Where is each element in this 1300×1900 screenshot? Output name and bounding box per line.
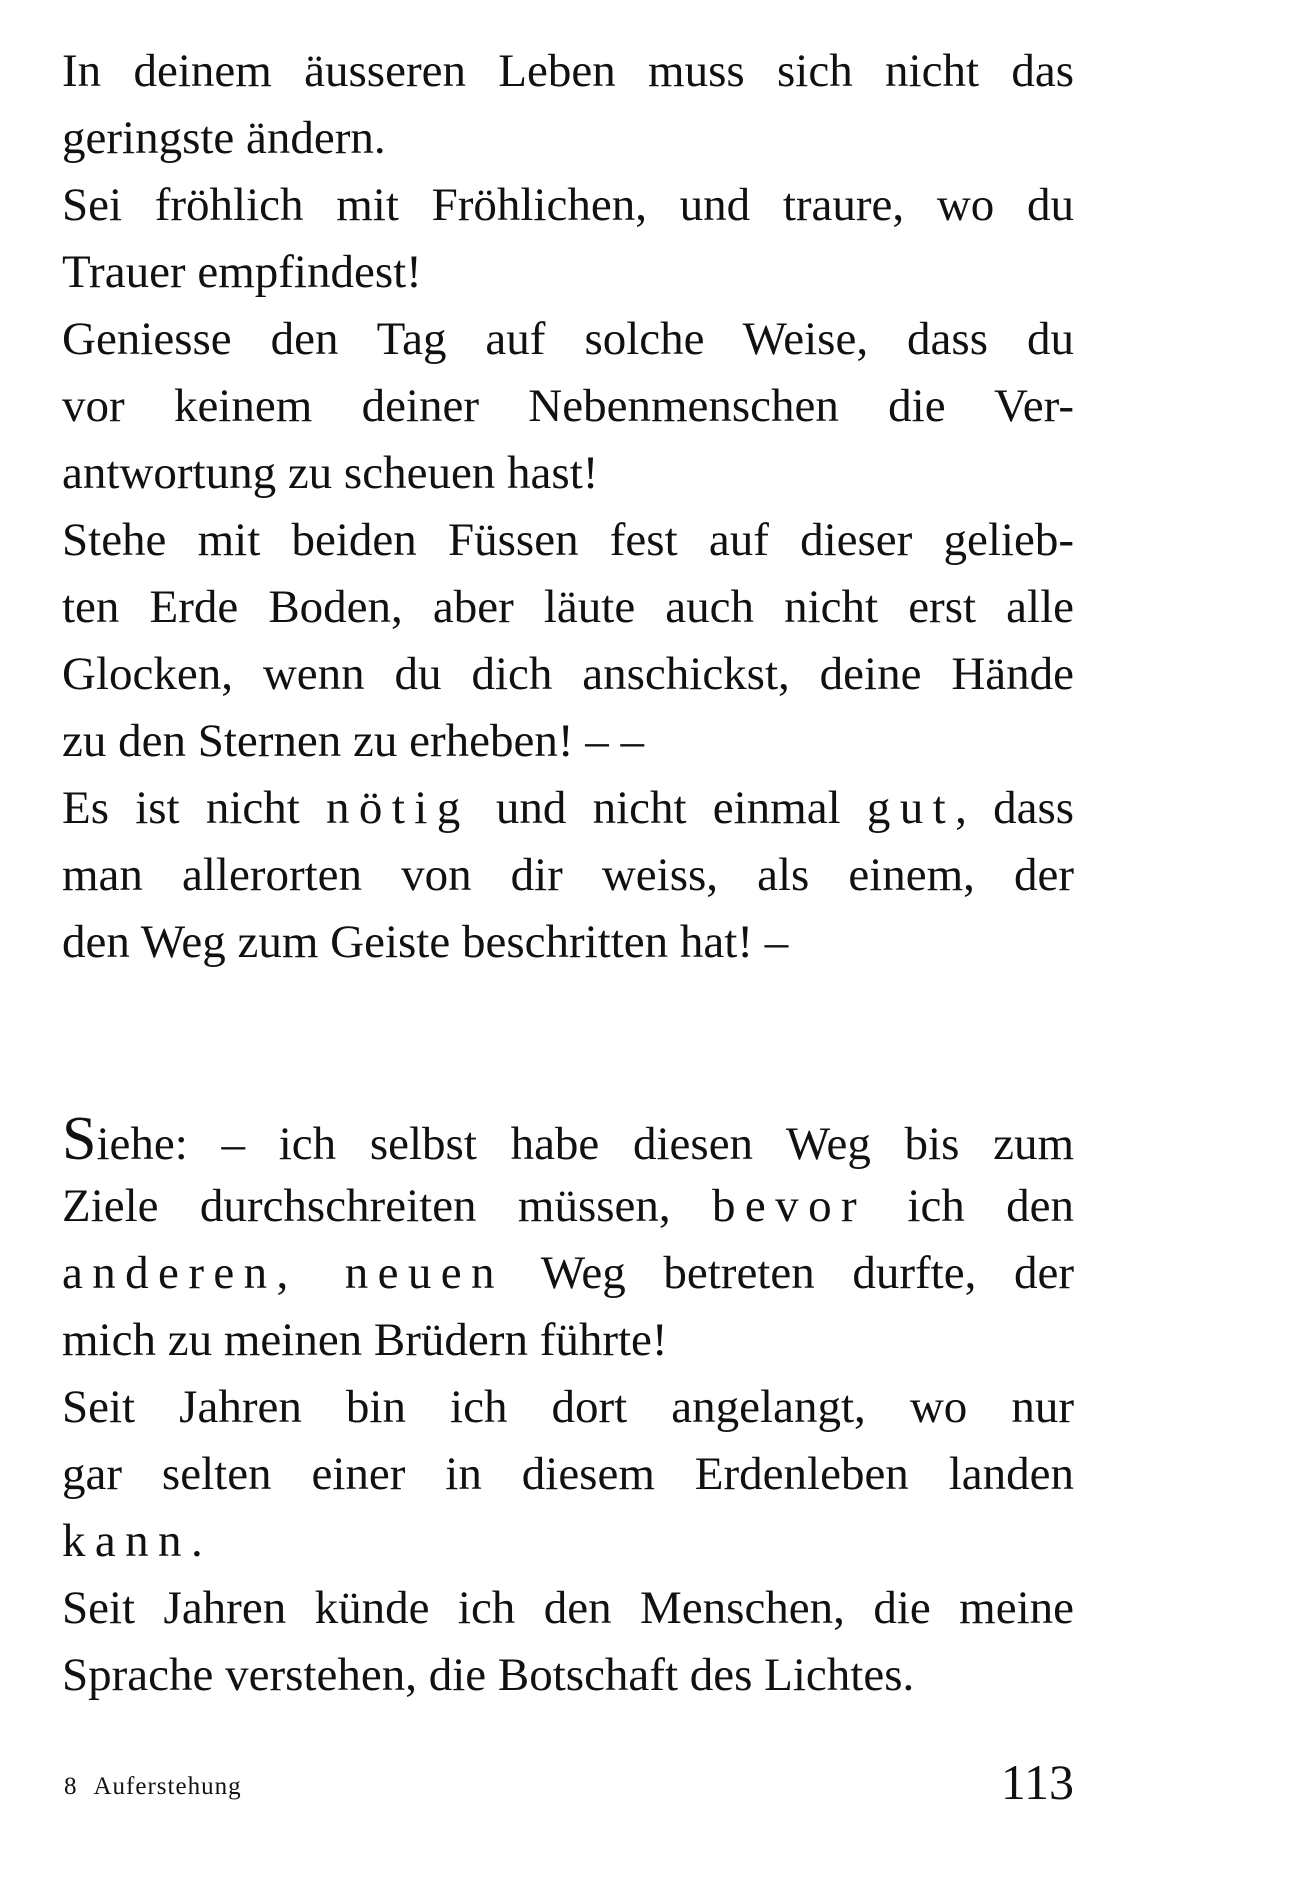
text-line: man allerorten von dir weiss, als einem, der xyxy=(62,849,1074,901)
text-line: zu den Sternen zu erheben! – – xyxy=(62,715,645,767)
text-line: Stehe mit beiden Füssen fest auf dieser gelieb- xyxy=(62,514,1074,566)
text-line: Seit Jahren bin ich dort angelangt, wo nur xyxy=(62,1381,1074,1433)
text-line: antwortung zu scheuen hast! xyxy=(62,447,599,499)
text-fragment: iehe: – ich selbst habe diesen Weg bis zum xyxy=(96,1118,1074,1170)
text-line: Geniesse den Tag auf solche Weise, dass du xyxy=(62,313,1074,365)
text-line xyxy=(62,1173,1074,1240)
text-line: Sprache verstehen, die Botschaft des Lichtes. xyxy=(62,1649,915,1701)
text-fragment: , dass xyxy=(955,782,1074,834)
text-line: den Weg zum Geiste beschritten hat! – xyxy=(62,916,789,968)
emphasis-spaced: gut xyxy=(866,782,956,834)
text-fragment: und nicht einmal xyxy=(495,782,841,834)
text-line xyxy=(62,1240,1074,1307)
text-fragment: ich den xyxy=(907,1180,1074,1232)
signature-title: Auferstehung xyxy=(93,1773,242,1800)
text-line: gar selten einer in diesem Erdenleben landen xyxy=(62,1448,1074,1500)
text-line: mich zu meinen Brüdern führte! xyxy=(62,1314,668,1366)
text-line: kann. xyxy=(62,1515,213,1567)
page-number: 113 xyxy=(1000,1754,1074,1810)
text-line: Trauer empfindest! xyxy=(62,246,422,298)
text-fragment: Es ist nicht xyxy=(62,782,300,834)
initial-letter: S xyxy=(62,1106,97,1173)
text-line: Glocken, wenn du dich anschickst, deine Hände xyxy=(62,648,1074,700)
signature-mark xyxy=(64,1773,242,1801)
text-line xyxy=(62,1106,1074,1173)
text-line: vor keinem deiner Nebenmenschen die Ver- xyxy=(62,380,1074,432)
text-fragment: Weg betreten durfte, der xyxy=(540,1247,1074,1299)
signature-number: 8 xyxy=(64,1773,78,1800)
text-line: geringste ändern. xyxy=(62,112,386,164)
text-line xyxy=(62,775,1074,842)
text-line: Seit Jahren künde ich den Menschen, die meine xyxy=(62,1582,1074,1634)
text-line: Sei fröhlich mit Fröhlichen, und traure, wo du xyxy=(62,179,1074,231)
emphasis-spaced: nötig xyxy=(326,782,470,834)
emphasis-spaced: bevor xyxy=(712,1180,867,1232)
paragraph-block-1 xyxy=(62,38,1074,976)
text-line: In deinem äusseren Leben muss sich nicht das xyxy=(62,45,1074,97)
text-fragment: Ziele durchschreiten müssen, xyxy=(62,1180,671,1232)
text-line: ten Erde Boden, aber läute auch nicht erst alle xyxy=(62,581,1074,633)
paragraph-block-2 xyxy=(62,1106,1074,1709)
emphasis-spaced: anderen, neuen xyxy=(62,1247,504,1299)
